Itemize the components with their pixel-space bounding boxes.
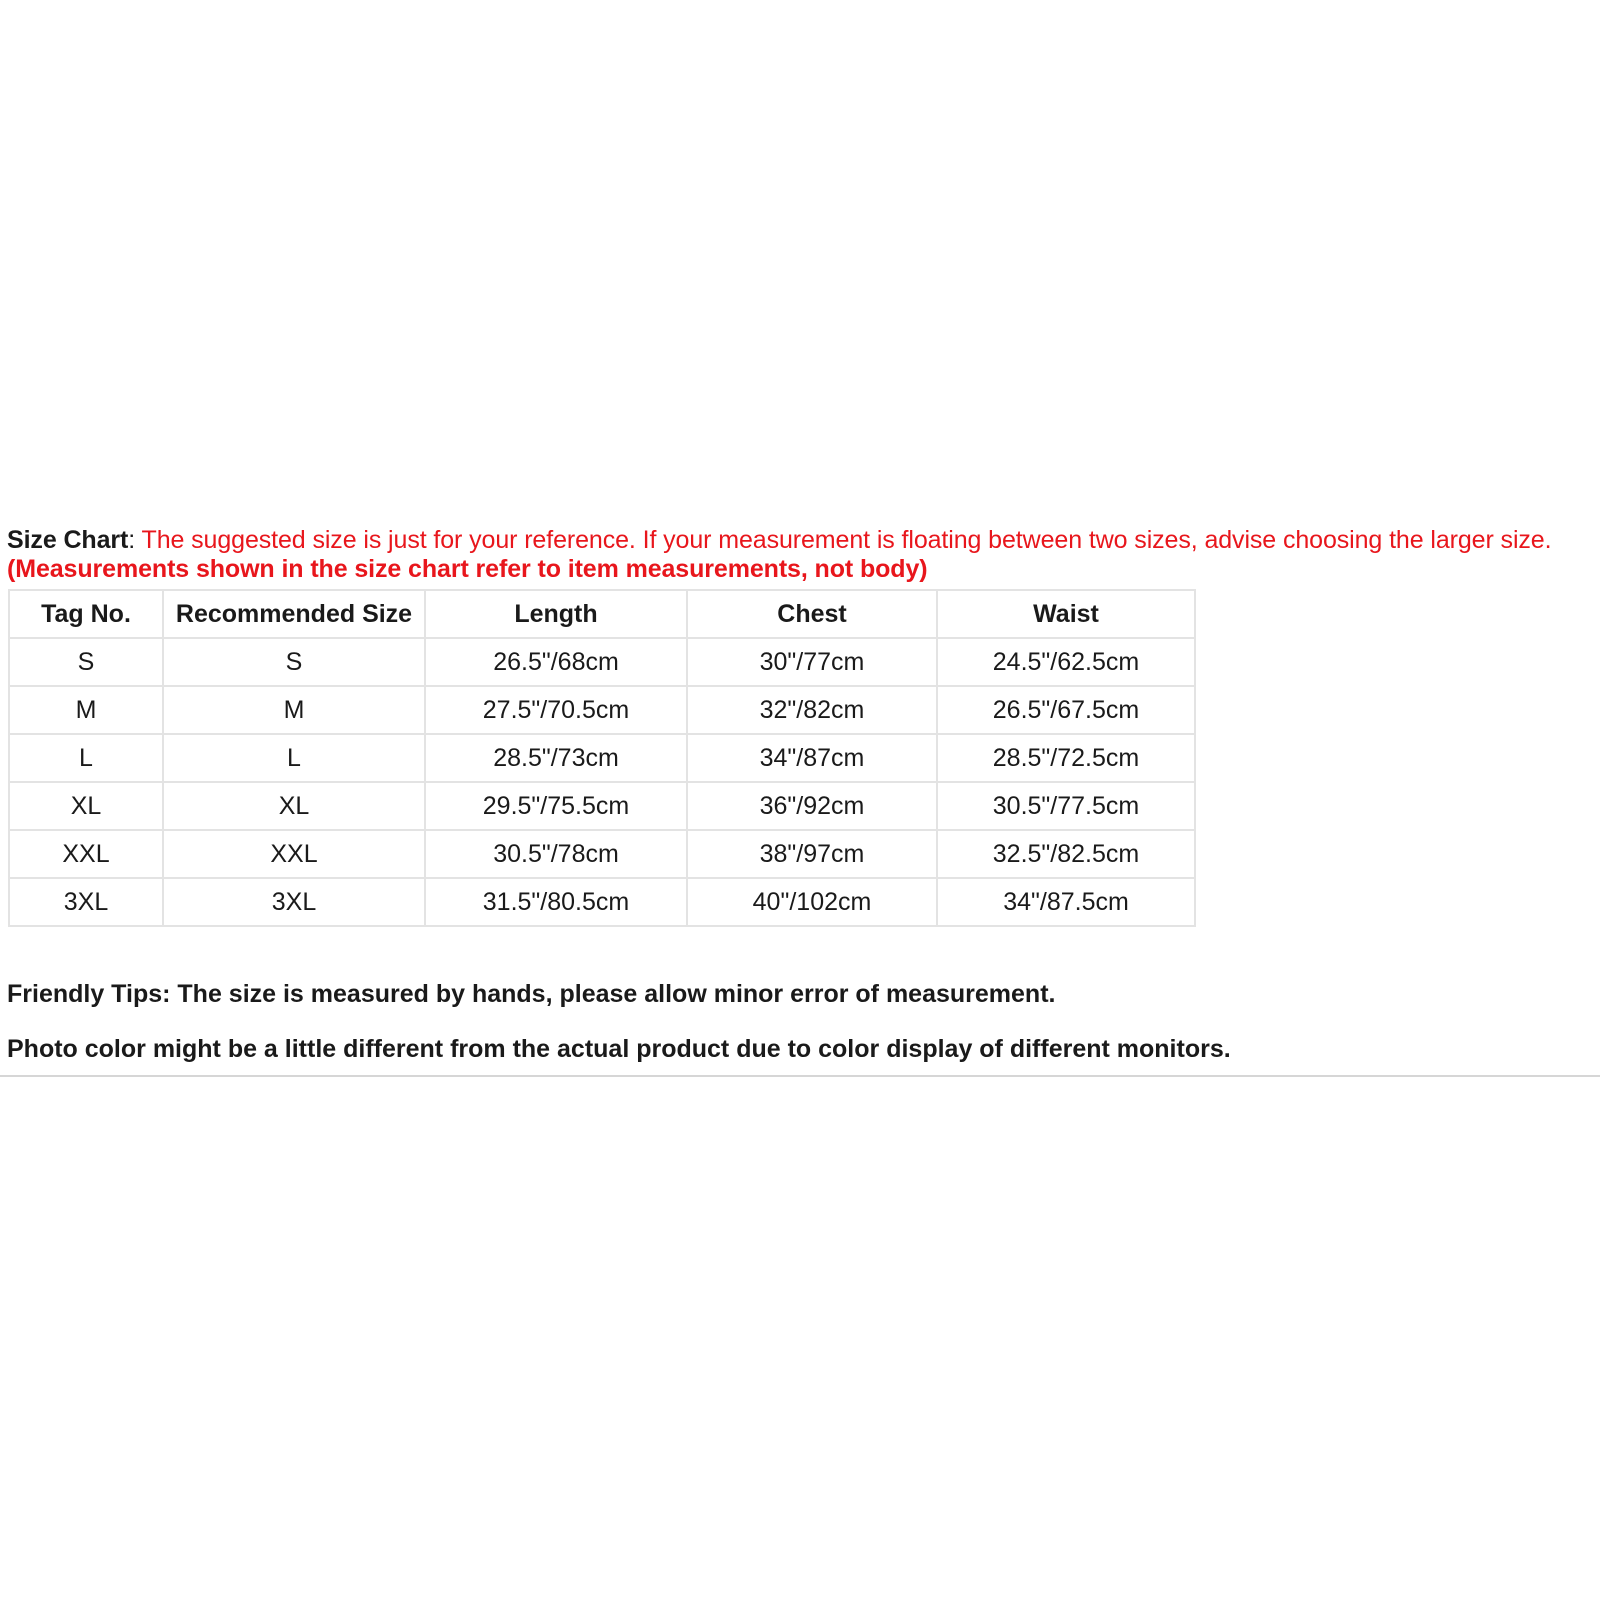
cell-length: 31.5"/80.5cm [425, 878, 687, 926]
table-row [9, 878, 1195, 926]
header-recommended-size: Recommended Size [163, 590, 425, 638]
friendly-tips: Friendly Tips: The size is measured by hands, please allow minor error of measurement. [7, 980, 1056, 1008]
cell-tag-no: S [9, 638, 163, 686]
size-chart-intro [7, 526, 1592, 584]
cell-waist: 24.5"/62.5cm [937, 638, 1195, 686]
cell-chest: 30"/77cm [687, 638, 937, 686]
cell-chest: 38"/97cm [687, 830, 937, 878]
cell-waist: 28.5"/72.5cm [937, 734, 1195, 782]
table-row [9, 782, 1195, 830]
size-chart-label: Size Chart: [7, 526, 136, 554]
cell-recommended-size: M [163, 686, 425, 734]
cell-tag-no: 3XL [9, 878, 163, 926]
header-chest: Chest [687, 590, 937, 638]
cell-length: 30.5"/78cm [425, 830, 687, 878]
header-length: Length [425, 590, 687, 638]
size-chart-note-bold: (Measurements shown in the size chart refer to item measurements, not body) [7, 555, 928, 583]
cell-chest: 40"/102cm [687, 878, 937, 926]
size-table [8, 589, 1196, 927]
table-row [9, 638, 1195, 686]
cell-chest: 34"/87cm [687, 734, 937, 782]
cell-tag-no: XL [9, 782, 163, 830]
cell-chest: 36"/92cm [687, 782, 937, 830]
size-chart-note: The suggested size is just for your reference. If your measurement is floating between two sizes, advise choosing the larger size. [135, 526, 1552, 554]
header-tag-no: Tag No. [9, 590, 163, 638]
table-row [9, 686, 1195, 734]
cell-chest: 32"/82cm [687, 686, 937, 734]
cell-tag-no: M [9, 686, 163, 734]
cell-waist: 30.5"/77.5cm [937, 782, 1195, 830]
cell-recommended-size: XL [163, 782, 425, 830]
table-row [9, 830, 1195, 878]
cell-recommended-size: XXL [163, 830, 425, 878]
cell-recommended-size: 3XL [163, 878, 425, 926]
cell-recommended-size: S [163, 638, 425, 686]
cell-length: 27.5"/70.5cm [425, 686, 687, 734]
cell-length: 26.5"/68cm [425, 638, 687, 686]
cell-tag-no: L [9, 734, 163, 782]
header-waist: Waist [937, 590, 1195, 638]
cell-waist: 26.5"/67.5cm [937, 686, 1195, 734]
cell-length: 29.5"/75.5cm [425, 782, 687, 830]
cell-length: 28.5"/73cm [425, 734, 687, 782]
cell-waist: 34"/87.5cm [937, 878, 1195, 926]
photo-color-note: Photo color might be a little different from the actual product due to color display of different monitors. [7, 1035, 1231, 1063]
cell-recommended-size: L [163, 734, 425, 782]
divider [0, 1075, 1600, 1077]
table-header-row [9, 590, 1195, 638]
table-row [9, 734, 1195, 782]
cell-tag-no: XXL [9, 830, 163, 878]
cell-waist: 32.5"/82.5cm [937, 830, 1195, 878]
